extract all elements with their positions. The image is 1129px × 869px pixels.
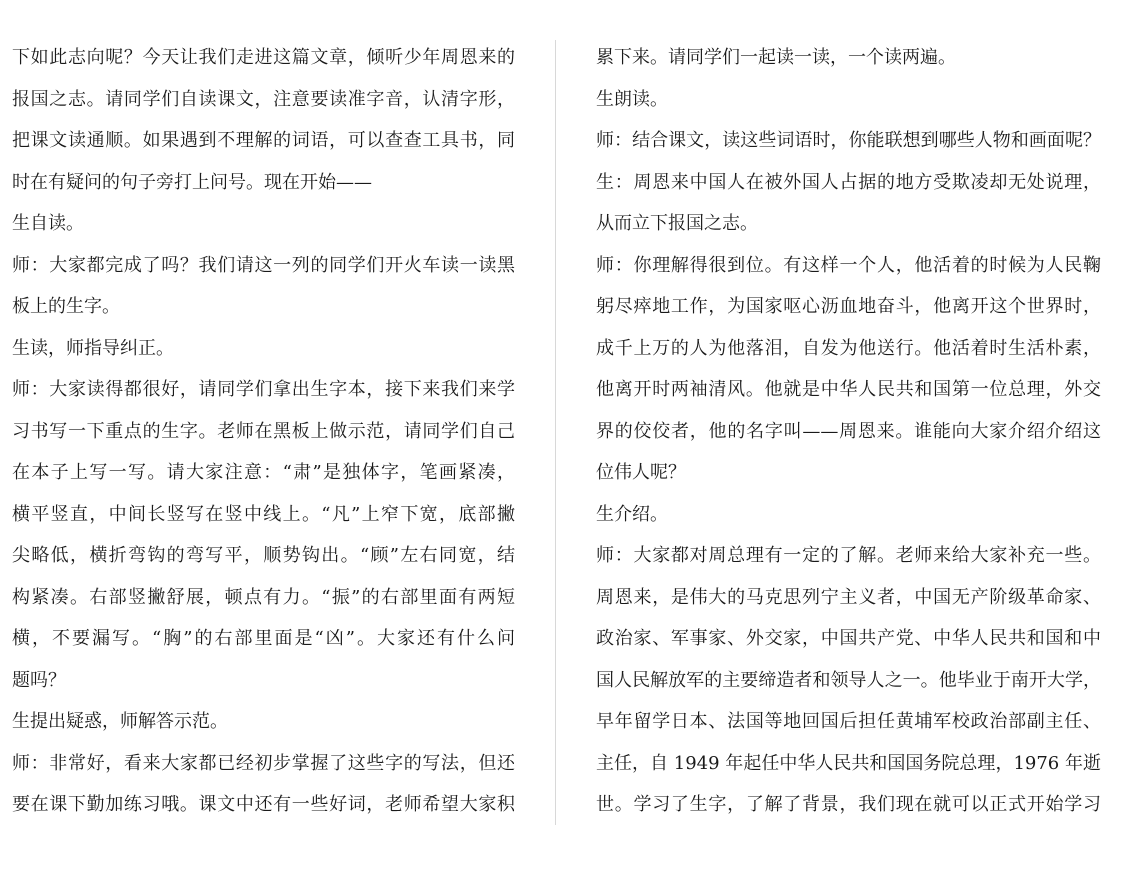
text-line: 师：非常好，看来大家都已经初步掌握了这些字的写法，但还 xyxy=(12,752,515,774)
text-line: 政治家、军事家、外交家，中国共产党、中华人民共和国和中 xyxy=(596,628,1101,649)
text-line: 生读，师指导纠正。 xyxy=(12,337,174,359)
text-line: 构紧凑。右部竖撇舒展，顿点有力。“振”的右部里面有两短 xyxy=(12,586,515,608)
text-line: 时在有疑问的句子旁打上问号。现在开始—— xyxy=(12,171,372,193)
text-line: 生提出疑惑，师解答示范。 xyxy=(12,711,228,732)
text-line: 师：大家读得都很好，请同学们拿出生字本，接下来我们来学 xyxy=(12,379,515,400)
text-line: 成千上万的人为他落泪，自发为他送行。他活着时生活朴素， xyxy=(596,337,1101,359)
text-line: 师：结合课文，读这些词语时，你能联想到哪些人物和画面呢？ xyxy=(596,130,1101,151)
text-line: 把课文读通顺。如果遇到不理解的词语，可以查查工具书，同 xyxy=(12,130,515,151)
text-line: 生介绍。 xyxy=(596,503,668,525)
text-line: 界的佼佼者，他的名字叫——周恩来。谁能向大家介绍介绍这 xyxy=(596,420,1101,442)
text-line: 下如此志向呢？今天让我们走进这篇文章，倾听少年周恩来的 xyxy=(12,47,515,68)
text-line: 师：大家都完成了吗？我们请这一列的同学们开火车读一读黑 xyxy=(12,254,515,276)
text-line: 习书写一下重点的生字。老师在黑板上做示范，请同学们自己 xyxy=(12,420,515,442)
text-line: 早年留学日本、法国等地回国后担任黄埔军校政治部副主任、 xyxy=(596,711,1101,732)
text-line: 报国之志。请同学们自读课文，注意要读准字音，认清字形， xyxy=(12,88,515,110)
text-line: 周恩来，是伟大的马克思列宁主义者，中国无产阶级革命家、 xyxy=(596,586,1101,608)
text-line: 在本子上写一写。请大家注意：“肃”是独体字，笔画紧凑， xyxy=(12,462,515,483)
text-line: 尖略低，横折弯钩的弯写平，顺势钩出。“顾”左右同宽，结 xyxy=(12,545,515,566)
text-line: 他离开时两袖清风。他就是中华人民共和国第一位总理，外交 xyxy=(596,379,1101,400)
text-line: 要在课下勤加练习哦。课文中还有一些好词，老师希望大家积 xyxy=(12,794,515,815)
text-line: 国人民解放军的主要缔造者和领导人之一。他毕业于南开大学， xyxy=(596,669,1101,691)
text-line: 横平竖直，中间长竖写在竖中线上。“凡”上窄下宽，底部撇 xyxy=(12,503,515,525)
text-line: 板上的生字。 xyxy=(12,296,120,317)
text-line: 师：大家都对周总理有一定的了解。老师来给大家补充一些。 xyxy=(596,545,1101,566)
text-line: 生自读。 xyxy=(12,213,84,234)
text-line: 从而立下报国之志。 xyxy=(596,213,758,234)
text-line: 题吗？ xyxy=(12,669,66,691)
text-line: 生朗读。 xyxy=(596,88,668,110)
left-text-column xyxy=(12,37,527,826)
text-line: 生：周恩来中国人在被外国人占据的地方受欺凌却无处说理， xyxy=(596,171,1101,193)
text-line: 横，不要漏写。“胸”的右部里面是“凶”。大家还有什么问 xyxy=(12,628,515,649)
text-line: 世。学习了生字，了解了背景，我们现在就可以正式开始学习 xyxy=(596,794,1101,815)
text-line: 躬尽瘁地工作，为国家呕心沥血地奋斗，他离开这个世界时， xyxy=(596,296,1101,317)
text-line: 主任，自 1949 年起任中华人民共和国国务院总理，1976 年逝 xyxy=(596,752,1101,774)
text-line: 位伟人呢？ xyxy=(596,462,686,483)
column-divider xyxy=(555,40,556,825)
right-text-column xyxy=(596,37,1116,826)
text-line: 累下来。请同学们一起读一读，一个读两遍。 xyxy=(596,47,956,68)
text-line: 师：你理解得很到位。有这样一个人，他活着的时候为人民鞠 xyxy=(596,254,1101,276)
